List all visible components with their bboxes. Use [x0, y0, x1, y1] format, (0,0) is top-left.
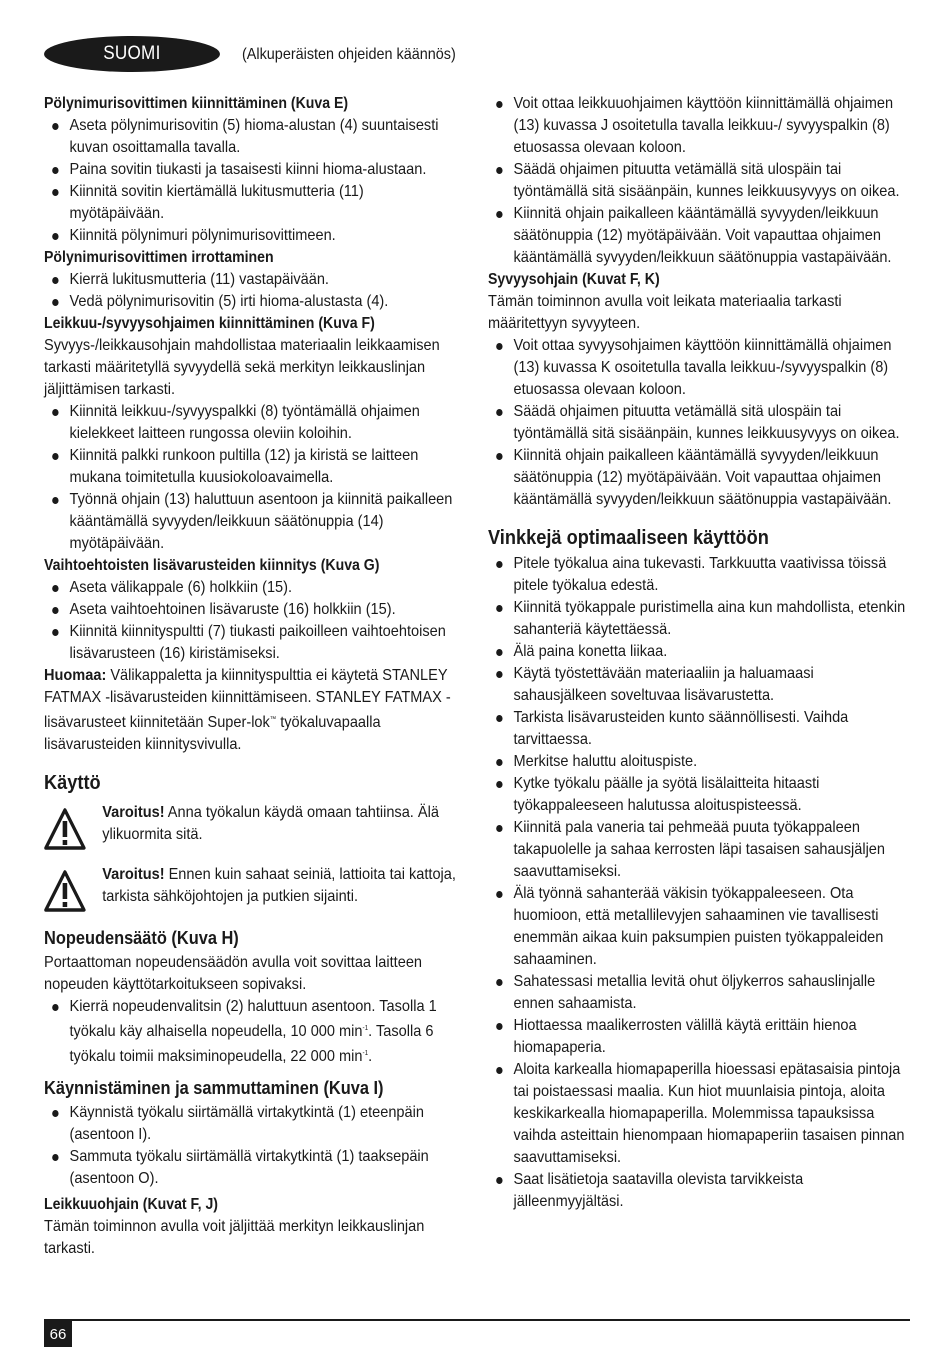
bullet-icon — [52, 1110, 58, 1117]
bullet-icon — [496, 211, 502, 218]
list-item — [488, 773, 910, 817]
bullet-icon — [496, 979, 502, 986]
bullet-icon — [496, 101, 502, 108]
bullet-icon — [496, 409, 502, 416]
list-item — [488, 1059, 910, 1169]
list-item-text: Käynnistä työkalu siirtämällä virtakytkintä (1) eteenpäin (asentoon I). — [69, 1104, 424, 1143]
bullet-icon — [52, 629, 58, 636]
bullet-icon — [52, 1004, 58, 1011]
list-item-text: Säädä ohjaimen pituutta vetämällä sitä ulospäin tai työntämällä sitä sisäänpäin, kunnes leikkuusyvyys on oikea. — [513, 403, 900, 442]
list-item — [488, 553, 910, 597]
warning-body: Ennen kuin sahaat seiniä, lattioita tai kattoja, tarkista sähköjohtojen ja putkien sijainti. — [102, 866, 456, 905]
bullet-icon — [496, 715, 502, 722]
list-item — [44, 621, 462, 665]
list-item — [44, 996, 462, 1068]
bullet-list — [44, 401, 462, 555]
bullet-icon — [52, 167, 58, 174]
list-item — [44, 445, 462, 489]
paragraph: Tämän toiminnon avulla voit jäljittää merkityn leikkauslinjan tarkasti. — [44, 1218, 425, 1257]
section-heading: Vinkkejä optimaaliseen käyttöön — [488, 527, 769, 549]
bullet-icon — [52, 585, 58, 592]
bullet-icon — [52, 123, 58, 130]
bullet-icon — [496, 453, 502, 460]
bullet-icon — [496, 605, 502, 612]
list-item — [488, 1015, 910, 1059]
list-item-text: Kiinnitä leikkuu-/syvyyspalkki (8) työntämällä ohjaimen kielekkeet laitteen rungossa oleviin koloihin. — [69, 403, 420, 442]
superscript: -1 — [362, 1050, 369, 1057]
warning-block — [44, 864, 462, 912]
list-item-text: Älä työnnä sahanterää väkisin työkappaleeseen. Ota huomioon, että metallilevyjen sahaaminen vie tavallisesti enemmän aikaa kuin paksumpien puisten työkappaleiden sahaaminen. — [513, 885, 884, 968]
list-item — [488, 597, 910, 641]
footer-rule — [44, 1319, 910, 1321]
bullet-icon — [52, 233, 58, 240]
language-label: SUOMI — [103, 43, 161, 64]
bullet-icon — [496, 891, 502, 898]
list-item — [488, 751, 910, 773]
bullet-icon — [52, 607, 58, 614]
list-item — [488, 445, 910, 511]
bullet-icon — [52, 497, 58, 504]
bullet-list — [44, 269, 462, 313]
list-item — [44, 225, 462, 247]
section-heading: Nopeudensäätö (Kuva H) — [44, 928, 239, 948]
list-item-text: Säädä ohjaimen pituutta vetämällä sitä ulospäin tai työntämällä sitä sisäänpäin, kunnes leikkuusyvyys on oikea. — [513, 161, 900, 200]
list-item — [44, 115, 462, 159]
section-title: Syvyysohjain (Kuvat F, K) — [488, 271, 660, 288]
bullet-icon — [496, 759, 502, 766]
list-item-text: Kiinnitä pala vaneria tai pehmeää puuta työkappaleen takapuolelle ja sahaa kerrosten läpi tasaisen sahausjäljen saavuttamiseksi. — [513, 819, 886, 880]
trademark-mark: ™ — [269, 716, 277, 723]
list-item — [488, 1169, 910, 1213]
list-item-text: Sahatessasi metallia levitä ohut öljykerros sahauslinjalle ennen sahaamista. — [513, 973, 876, 1012]
warning-text — [102, 864, 462, 908]
list-item — [488, 641, 910, 663]
list-item — [488, 159, 910, 203]
list-item — [488, 971, 910, 1015]
list-item — [44, 599, 462, 621]
bullet-icon — [496, 1023, 502, 1030]
bullet-icon — [52, 453, 58, 460]
warning-label: Varoitus! — [102, 804, 165, 821]
list-item-text: Voit ottaa leikkuuohjaimen käyttöön kiinnittämällä ohjaimen (13) kuvassa J osoitetulla tavalla leikkuu-/ syvyyspalkin (8) etuosassa olevaan koloon. — [513, 95, 894, 156]
section-heading: Käynnistäminen ja sammuttaminen (Kuva I) — [44, 1078, 384, 1098]
list-item — [488, 401, 910, 445]
warning-text — [102, 802, 462, 846]
list-item-text: Käytä työstettävään materiaaliin ja haluamaasi sahausjälkeen soveltuvaa lisävarustetta. — [513, 665, 814, 704]
bullet-icon — [496, 343, 502, 350]
bullet-icon — [496, 1177, 502, 1184]
list-item — [44, 577, 462, 599]
list-item-text: Sammuta työkalu siirtämällä virtakytkintä (1) taaksepäin (asentoon O). — [69, 1148, 429, 1187]
section-heading: Käyttö — [44, 772, 101, 794]
section-title: Leikkuuohjain (Kuvat F, J) — [44, 1196, 218, 1213]
bullet-list — [44, 115, 462, 247]
paragraph: Portaattoman nopeudensäädön avulla voit sovittaa laitteen nopeuden käyttötarkoitukseen sopivaksi. — [44, 954, 423, 993]
list-item — [44, 489, 462, 555]
warning-label: Varoitus! — [102, 866, 165, 883]
bullet-list — [44, 1102, 462, 1190]
list-item-text: Kierrä nopeudenvalitsin (2) haluttuun asentoon. Tasolla 1 työkalu käy alhaisella nopeudella, 10 000 min — [69, 998, 437, 1040]
paragraph: Syvyys-/leikkausohjain mahdollistaa materiaalin leikkaamisen tarkasti määritetyllä syvyydellä sekä merkityn leikkauslinjan jäljittämisen tarkasti. — [44, 337, 440, 398]
note-paragraph — [44, 665, 462, 756]
note-text: Välikappaletta ja kiinnityspulttia ei käytetä STANLEY FATMAX -lisävarusteiden kiinnittämiseen. STANLEY FATMAX -lisävarusteet kiinnitetään Super-lok — [44, 667, 451, 731]
list-item-text: Aseta välikappale (6) holkkiin (15). — [69, 579, 293, 596]
list-item — [44, 401, 462, 445]
list-item-text: Kiinnitä pölynimuri pölynimurisovittimeen. — [69, 227, 336, 244]
list-item-text: Kierrä lukitusmutteria (11) vastapäivään. — [69, 271, 329, 288]
bullet-list — [44, 996, 462, 1068]
warning-triangle-icon — [44, 808, 86, 850]
bullet-icon — [496, 671, 502, 678]
list-item — [488, 883, 910, 971]
list-item-text: Kiinnitä työkappale puristimella aina kun mahdollista, etenkin sahanteriä käytettäessä. — [513, 599, 906, 638]
bullet-icon — [52, 1154, 58, 1161]
paragraph: Tämän toiminnon avulla voit leikata materiaalia tarkasti määritettyyn syvyyteen. — [488, 293, 842, 332]
list-item — [44, 269, 462, 291]
list-item-text: Voit ottaa syvyysohjaimen käyttöön kiinnittämällä ohjaimen (13) kuvassa K osoitetulla tavalla leikkuu-/syvyyspalkin (8) etuosassa olevaan koloon. — [513, 337, 892, 398]
bullet-icon — [496, 649, 502, 656]
bullet-list — [488, 553, 910, 1213]
bullet-icon — [496, 1067, 502, 1074]
section-title: Vaihtoehtoisten lisävarusteiden kiinnitys (Kuva G) — [44, 557, 380, 574]
left-column — [44, 93, 462, 1260]
bullet-icon — [52, 409, 58, 416]
bullet-icon — [52, 277, 58, 284]
bullet-icon — [496, 825, 502, 832]
bullet-list — [488, 335, 910, 511]
list-item-text: Saat lisätietoja saatavilla olevista tarvikkeista jälleenmyyjältäsi. — [513, 1171, 804, 1210]
bullet-list — [488, 93, 910, 269]
warning-triangle-icon — [44, 870, 86, 912]
list-item-text: Merkitse haluttu aloituspiste. — [513, 753, 698, 770]
bullet-icon — [496, 167, 502, 174]
superscript: -1 — [362, 1025, 369, 1032]
list-item-text: Kytke työkalu päälle ja syötä lisälaitteita hitaasti työkappaleeseen halutussa aloituspisteessä. — [513, 775, 820, 814]
page-number: 66 — [44, 1321, 72, 1347]
list-item — [44, 181, 462, 225]
list-item-text: Älä paina konetta liikaa. — [513, 643, 668, 660]
list-item-text: Aloita karkealla hiomapaperilla hioessasi epätasaisia pintoja tai poistaessasi maalia. Kun hiot muunlaisia pintoja, aloita keskikarkealla hiomapaperilla. Molemmissa tapauksissa vaihda asteittain hienompaan hiomapaperiin tasaisen pinnan saavuttamiseksi. — [513, 1061, 905, 1166]
list-item-text: Vedä pölynimurisovitin (5) irti hioma-alustasta (4). — [69, 293, 389, 310]
language-badge — [44, 36, 220, 72]
list-item — [488, 707, 910, 751]
list-item-text: Kiinnitä ohjain paikalleen kääntämällä syvyyden/leikkuun säätönuppia (12) myötäpäivään. Voit vapauttaa ohjaimen kääntämällä syvyyden/leikkuun säätönuppia vastapäivään. — [513, 447, 892, 508]
list-item-text: Paina sovitin tiukasti ja tasaisesti kiinni hioma-alustaan. — [69, 161, 427, 178]
list-item-text: . Tasolla 6 työkalu toimii maksiminopeudella, 22 000 min — [69, 1023, 434, 1065]
section-title: Pölynimurisovittimen irrottaminen — [44, 249, 274, 266]
bullet-icon — [496, 781, 502, 788]
bullet-icon — [52, 299, 58, 306]
list-item-text: Kiinnitä ohjain paikalleen kääntämällä syvyyden/leikkuun säätönuppia (12) myötäpäivään. Voit vapauttaa ohjaimen kääntämällä syvyyden/leikkuun säätönuppia vastapäivään. — [513, 205, 892, 266]
list-item-text: Kiinnitä palkki runkoon pultilla (12) ja kiristä se laitteen mukana toimitetulla kuusiokoloavaimella. — [69, 447, 419, 486]
list-item-text: Hiottaessa maalikerrosten välillä käytä erittäin hienoa hiomapaperia. — [513, 1017, 857, 1056]
list-item-text: Kiinnitä sovitin kiertämällä lukitusmutteria (11) myötäpäivään. — [69, 183, 364, 222]
list-item — [488, 663, 910, 707]
list-item-text: Kiinnitä kiinnityspultti (7) tiukasti paikoilleen vaihtoehtoisen lisävarusteen (16) kiristämiseksi. — [69, 623, 446, 662]
note-label: Huomaa: — [44, 667, 107, 684]
list-item — [44, 1102, 462, 1146]
list-item — [488, 335, 910, 401]
section-title: Pölynimurisovittimen kiinnittäminen (Kuva E) — [44, 95, 349, 112]
list-item — [488, 93, 910, 159]
list-item-text: Pitele työkalua aina tukevasti. Tarkkuutta vaativissa töissä pitele työkalua edestä. — [513, 555, 887, 594]
note-text: työkaluvapaalla lisävarusteiden kiinnitysvivulla. — [44, 714, 381, 753]
list-item-text: Aseta pölynimurisovitin (5) hioma-alustan (4) suuntaisesti kuvan osoittamalla tavalla. — [69, 117, 439, 156]
right-column — [488, 93, 910, 1213]
list-item-text: Työnnä ohjain (13) haluttuun asentoon ja kiinnitä paikalleen kääntämällä syvyyden/leikkuun säätönuppia (14) myötäpäivään. — [69, 491, 453, 552]
bullet-icon — [52, 189, 58, 196]
list-item — [488, 203, 910, 269]
list-item — [44, 291, 462, 313]
list-item — [488, 817, 910, 883]
bullet-list — [44, 577, 462, 665]
warning-block — [44, 802, 462, 850]
list-item — [44, 1146, 462, 1190]
list-item-text: Tarkista lisävarusteiden kunto säännöllisesti. Vaihda tarvittaessa. — [513, 709, 849, 748]
section-title: Leikkuu-/syvyysohjaimen kiinnittäminen (Kuva F) — [44, 315, 375, 332]
bullet-icon — [496, 561, 502, 568]
header-subtitle: (Alkuperäisten ohjeiden käännös) — [242, 46, 456, 63]
list-item — [44, 159, 462, 181]
list-item-text: Aseta vaihtoehtoinen lisävaruste (16) holkkiin (15). — [69, 601, 396, 618]
warning-body: Anna työkalun käydä omaan tahtiinsa. Älä ylikuormita sitä. — [102, 804, 439, 843]
list-item-text: . — [368, 1048, 373, 1065]
